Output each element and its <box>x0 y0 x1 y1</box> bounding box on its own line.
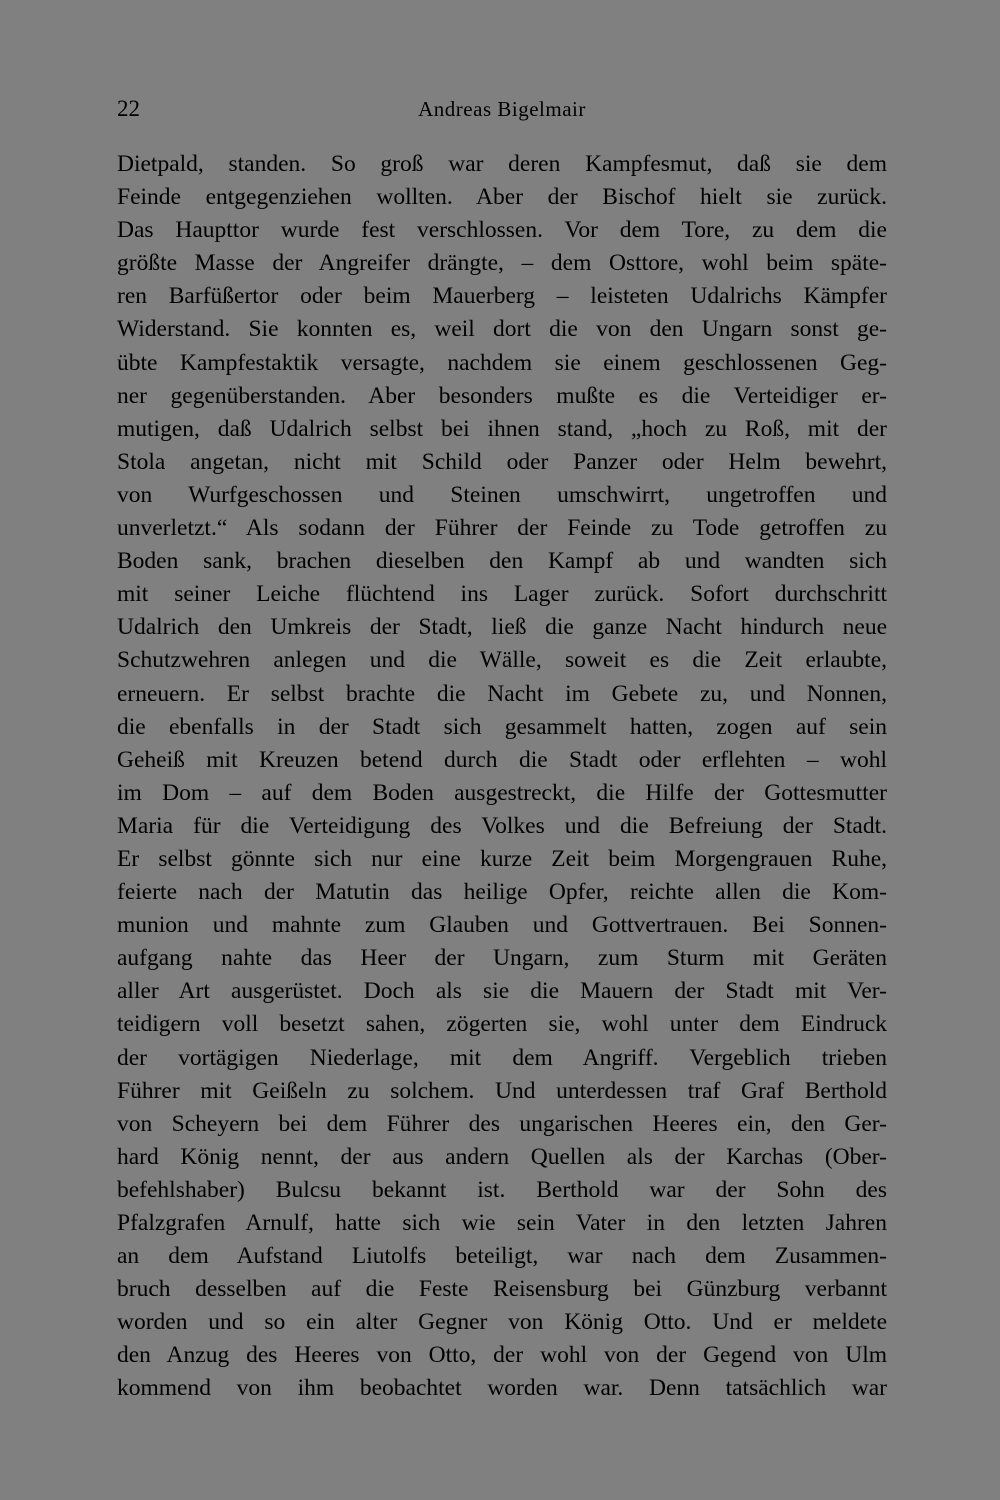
text-line: ren Barfüßertor oder beim Mauerberg – leisteten Udalrichs Kämpfer <box>117 283 887 310</box>
text-line: Feinde entgegenziehen wollten. Aber der Bischof hielt sie zurück. <box>117 184 887 211</box>
text-line: Er selbst gönnte sich nur eine kurze Zeit beim Morgengrauen Ruhe, <box>117 845 887 872</box>
page-number: 22 <box>117 96 140 121</box>
text-line: erneuern. Er selbst brachte die Nacht im Gebete zu, und Nonnen, <box>117 680 887 707</box>
text-line: teidigern voll besetzt sahen, zögerten sie, wohl unter dem Eindruck <box>117 1011 887 1038</box>
text-line: größte Masse der Angreifer drängte, – dem Osttore, wohl beim späte- <box>117 250 887 277</box>
text-line: ner gegenüberstanden. Aber besonders mußte es die Verteidiger er- <box>117 382 887 409</box>
running-head: Andreas Bigelmair <box>418 97 586 121</box>
text-line: mutigen, daß Udalrich selbst bei ihnen stand, „hoch zu Roß, mit der <box>117 415 887 442</box>
body-text <box>117 148 887 1406</box>
text-line: Dietpald, standen. So groß war deren Kampfesmut, daß sie dem <box>117 151 887 177</box>
text-line: Pfalzgrafen Arnulf, hatte sich wie sein Vater in den letzten Jahren <box>117 1210 887 1236</box>
text-line: von Scheyern bei dem Führer des ungarischen Heeres ein, den Ger- <box>117 1110 887 1137</box>
text-line: die ebenfalls in der Stadt sich gesammelt hatten, zogen auf sein <box>117 713 887 740</box>
text-line: Boden sank, brachen dieselben den Kampf ab und wandten sich <box>117 548 887 575</box>
page-header <box>117 94 887 124</box>
text-line: Geheiß mit Kreuzen betend durch die Stadt oder erflehten – wohl <box>117 746 887 773</box>
text-line: Stola angetan, nicht mit Schild oder Panzer oder Helm bewehrt, <box>117 448 887 475</box>
text-line: im Dom – auf dem Boden ausgestreckt, die Hilfe der Gottesmutter <box>117 779 887 806</box>
text-line: der vortägigen Niederlage, mit dem Angriff. Vergeblich trieben <box>117 1044 887 1071</box>
text-line: kommend von ihm beobachtet worden war. Denn tatsächlich war <box>117 1375 887 1402</box>
text-line: den Anzug des Heeres von Otto, der wohl von der Gegend von Ulm <box>117 1342 887 1369</box>
text-line: hard König nennt, der aus andern Quellen als der Karchas (Ober- <box>117 1143 887 1170</box>
text-line: Maria für die Verteidigung des Volkes und die Befreiung der Stadt. <box>117 812 887 839</box>
text-line: Führer mit Geißeln zu solchem. Und unterdessen traf Graf Berthold <box>117 1077 887 1104</box>
text-line: feierte nach der Matutin das heilige Opfer, reichte allen die Kom- <box>117 879 887 906</box>
text-line: bruch desselben auf die Feste Reisensburg bei Günzburg verbannt <box>117 1276 887 1303</box>
text-line: Udalrich den Umkreis der Stadt, ließ die ganze Nacht hindurch neue <box>117 614 887 641</box>
text-line: worden und so ein alter Gegner von König Otto. Und er meldete <box>117 1309 887 1336</box>
text-line: Schutzwehren anlegen und die Wälle, soweit es die Zeit erlaubte, <box>117 647 887 674</box>
text-line: von Wurfgeschossen und Steinen umschwirrt, ungetroffen und <box>117 481 887 508</box>
text-line: Widerstand. Sie konnten es, weil dort die von den Ungarn sonst ge- <box>117 316 887 343</box>
text-line: an dem Aufstand Liutolfs beteiligt, war nach dem Zusammen- <box>117 1243 887 1270</box>
text-line: aller Art ausgerüstet. Doch als sie die Mauern der Stadt mit Ver- <box>117 978 887 1005</box>
text-line: übte Kampfestaktik versagte, nachdem sie einem geschlossenen Geg- <box>117 349 887 376</box>
text-line: Das Haupttor wurde fest verschlossen. Vor dem Tore, zu dem die <box>117 217 887 244</box>
text-line: befehlshaber) Bulcsu bekannt ist. Berthold war der Sohn des <box>117 1176 887 1203</box>
text-line: aufgang nahte das Heer der Ungarn, zum Sturm mit Geräten <box>117 945 887 972</box>
text-line: mit seiner Leiche flüchtend ins Lager zurück. Sofort durchschritt <box>117 581 887 608</box>
text-line: munion und mahnte zum Glauben und Gottvertrauen. Bei Sonnen- <box>117 912 887 939</box>
text-line: unverletzt.“ Als sodann der Führer der Feinde zu Tode getroffen zu <box>117 515 887 542</box>
